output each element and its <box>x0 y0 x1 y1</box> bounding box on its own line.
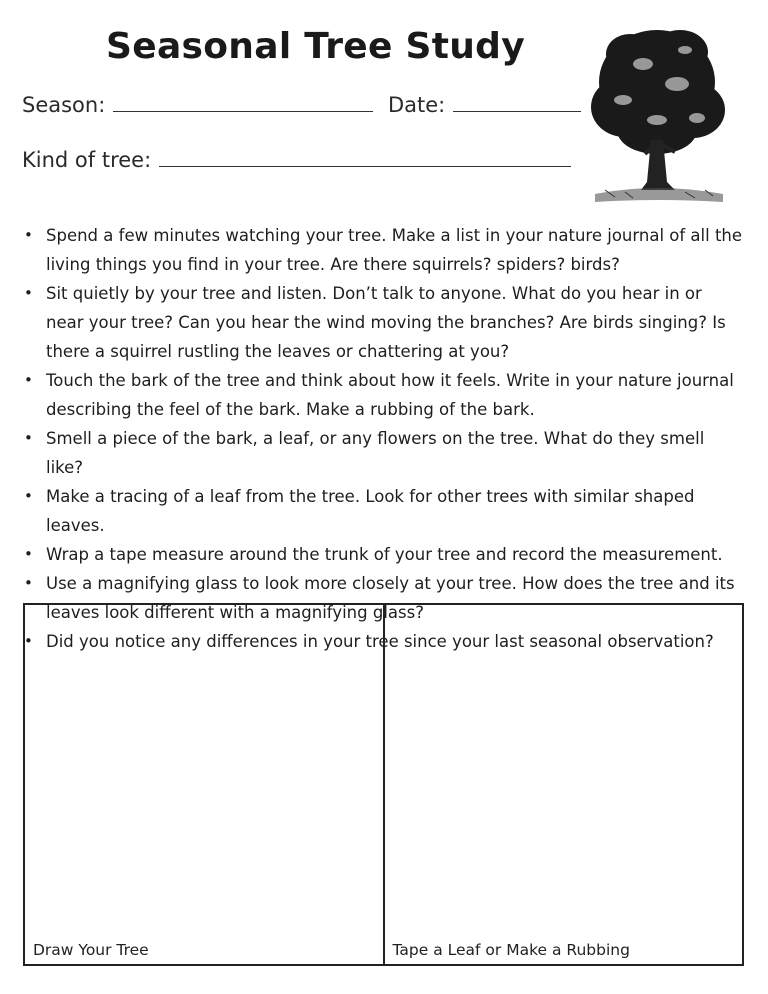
list-item: • Sit quietly by your tree and listen. Don’t talk to anyone. What do you hear in or near your tree? Can you hear the wind moving the branches? Are birds singing? Is there a squirrel rustling the leaves or chattering at you? <box>24 279 744 366</box>
list-item: • Did you notice any differences in your tree since your last seasonal observation? <box>24 627 744 656</box>
bullet-icon: • <box>24 284 33 302</box>
bullet-icon: • <box>24 574 33 592</box>
bullet-icon: • <box>24 487 33 505</box>
leaf-rubbing-box[interactable] <box>383 605 743 964</box>
season-date-row <box>22 93 581 117</box>
draw-your-tree-label: Draw Your Tree <box>33 941 149 959</box>
bullet-icon: • <box>24 226 33 244</box>
draw-your-tree-box[interactable] <box>25 605 383 964</box>
bullet-icon: • <box>24 632 33 650</box>
list-item: • Make a tracing of a leaf from the tree. Look for other trees with similar shaped leaves. <box>24 482 744 540</box>
activity-boxes <box>23 603 744 966</box>
list-item: • Spend a few minutes watching your tree. Make a list in your nature journal of all the living things you find in your tree. Are there squirrels? spiders? birds? <box>24 221 744 279</box>
date-label: Date: <box>387 93 446 117</box>
kind-of-tree-row <box>22 148 571 172</box>
oak-tree-icon <box>585 22 730 207</box>
season-blank[interactable] <box>113 110 373 112</box>
list-item: • Smell a piece of the bark, a leaf, or any flowers on the tree. What do they smell like? <box>24 424 744 482</box>
bullet-icon: • <box>24 429 33 447</box>
list-item: • Touch the bark of the tree and think about how it feels. Write in your nature journal describing the feel of the bark. Make a rubbing of the bark. <box>24 366 744 424</box>
date-blank[interactable] <box>453 110 581 112</box>
kind-of-tree-blank[interactable] <box>159 165 571 167</box>
instruction-list <box>24 221 744 656</box>
bullet-icon: • <box>24 371 33 389</box>
list-item: • Wrap a tape measure around the trunk of your tree and record the measurement. <box>24 540 744 569</box>
season-label: Season: <box>22 93 106 117</box>
bullet-icon: • <box>24 545 33 563</box>
leaf-rubbing-label: Tape a Leaf or Make a Rubbing <box>392 941 630 959</box>
page-title: Seasonal Tree Study <box>106 26 526 67</box>
list-item: • Use a magnifying glass to look more closely at your tree. How does the tree and its leaves look different with a magnifying glass? <box>24 569 744 627</box>
kind-of-tree-label: Kind of tree: <box>22 148 152 172</box>
